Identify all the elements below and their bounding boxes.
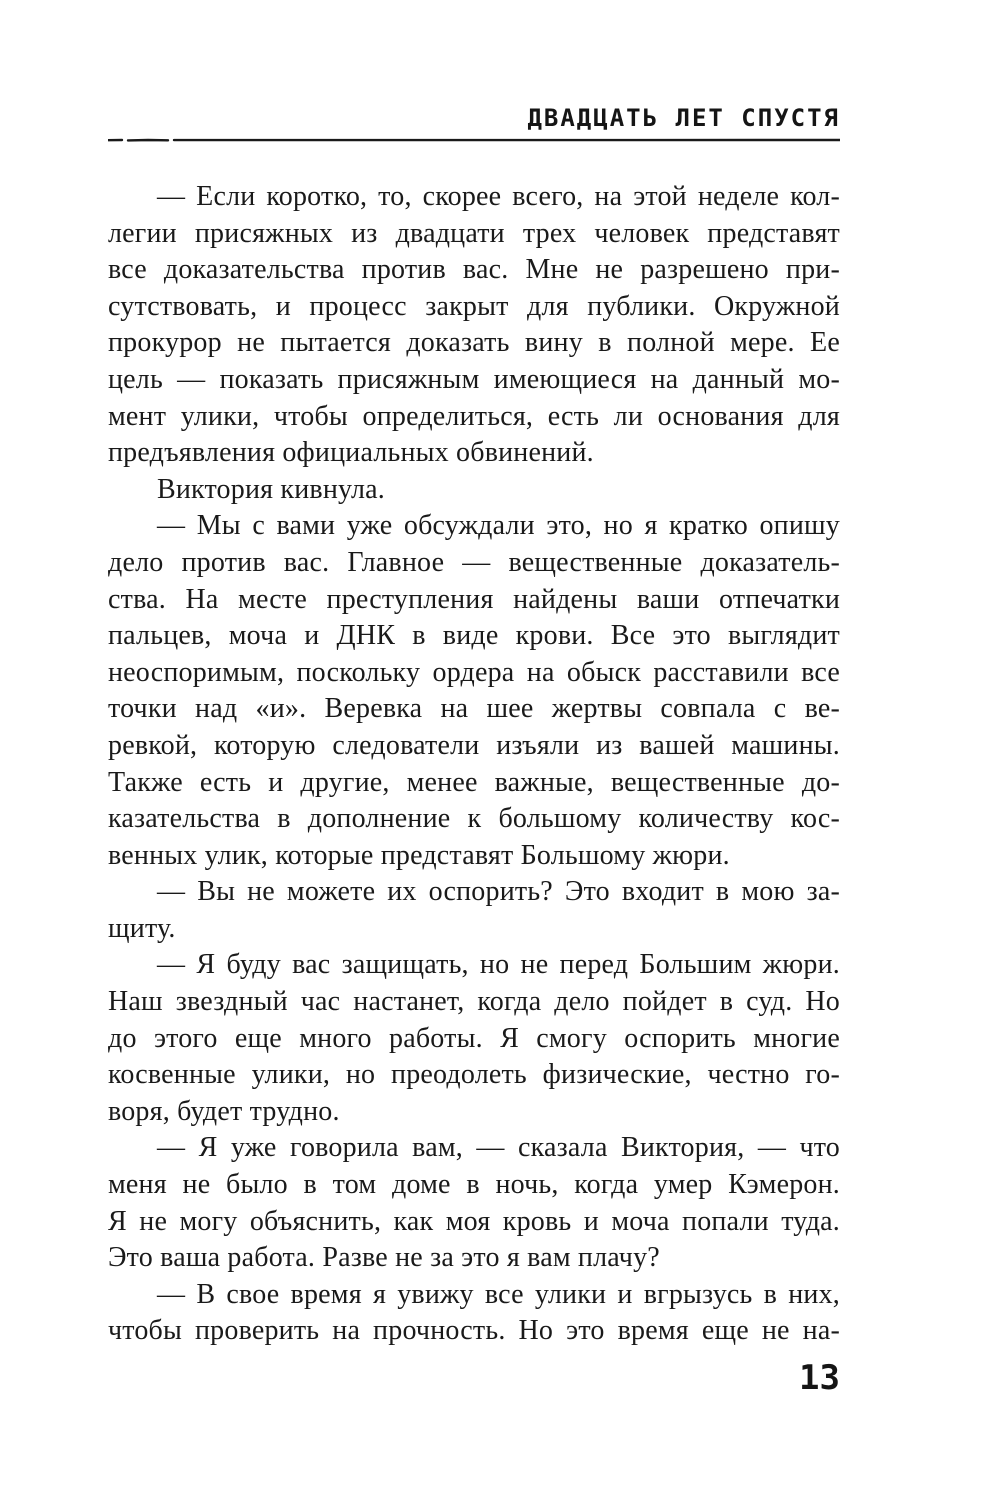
text-line: ревкой, которую следователи изъяли из вашей машины. <box>108 729 840 761</box>
text-line: предъявления официальных обвинений. <box>108 437 594 469</box>
body-text <box>108 179 840 1350</box>
text-line: — Я уже говорила вам, — сказала Виктория, — что <box>157 1132 840 1164</box>
text-line: цель — показать присяжным имеющиеся на данный мо- <box>108 363 840 395</box>
text-line: сутствовать, и процесс закрыт для публики. Окружной <box>108 290 840 322</box>
text-line: все доказательства против вас. Мне не разрешено при- <box>108 254 840 286</box>
text-line: косвенные улики, но преодолеть физические, честно го- <box>108 1059 840 1091</box>
text-line: точки над «и». Веревка на шее жертвы совпала с ве- <box>108 693 840 725</box>
header-rule <box>108 138 840 142</box>
text-line: венных улик, которые представят Большому жюри. <box>108 839 730 871</box>
text-line: дело против вас. Главное — вещественные доказатель- <box>108 546 840 578</box>
text-line: чтобы проверить на прочность. Но это время еще не на- <box>108 1315 840 1347</box>
header-rule-line <box>108 138 840 142</box>
text-line: Также есть и другие, менее важные, вещественные до- <box>108 766 840 798</box>
text-line: Я не могу объяснить, как моя кровь и моча попали туда. <box>108 1205 840 1237</box>
text-line: неоспоримым, поскольку ордера на обыск расставили все <box>108 656 840 688</box>
text-line: легии присяжных из двадцати трех человек представят <box>108 217 840 249</box>
text-line: Виктория кивнула. <box>157 473 385 505</box>
text-line: — Вы не можете их оспорить? Это входит в мою за- <box>157 876 840 908</box>
running-header: ДВАДЦАТЬ ЛЕТ СПУСТЯ <box>527 104 840 132</box>
text-line: воря, будет трудно. <box>108 1095 340 1127</box>
text-line: — Если коротко, то, скорее всего, на этой неделе кол- <box>157 181 840 212</box>
text-line: — Я буду вас защищать, но не перед Большим жюри. <box>157 949 840 981</box>
text-line: Это ваша работа. Разве не за это я вам плачу? <box>108 1242 660 1274</box>
text-line: щиту. <box>108 912 176 944</box>
text-line: меня не было в том доме в ночь, когда умер Кэмерон. <box>108 1169 840 1201</box>
text-line: пальцев, моча и ДНК в виде крови. Все это выглядит <box>108 620 840 652</box>
page-number: 13 <box>799 1358 840 1398</box>
text-line: мент улики, чтобы определиться, есть ли основания для <box>108 400 840 432</box>
text-line: казательства в дополнение к большому количеству кос- <box>108 803 840 835</box>
text-line: ства. На месте преступления найдены ваши отпечатки <box>108 583 840 615</box>
text-line: — Мы с вами уже обсуждали это, но я кратко опишу <box>157 510 840 542</box>
text-line: Наш звездный час настанет, когда дело пойдет в суд. Но <box>108 986 840 1018</box>
text-line: прокурор не пытается доказать вину в полной мере. Ее <box>108 327 840 359</box>
text-line: до этого еще много работы. Я смогу оспорить многие <box>108 1022 840 1054</box>
text-line: — В свое время я увижу все улики и вгрызусь в них, <box>157 1278 840 1310</box>
